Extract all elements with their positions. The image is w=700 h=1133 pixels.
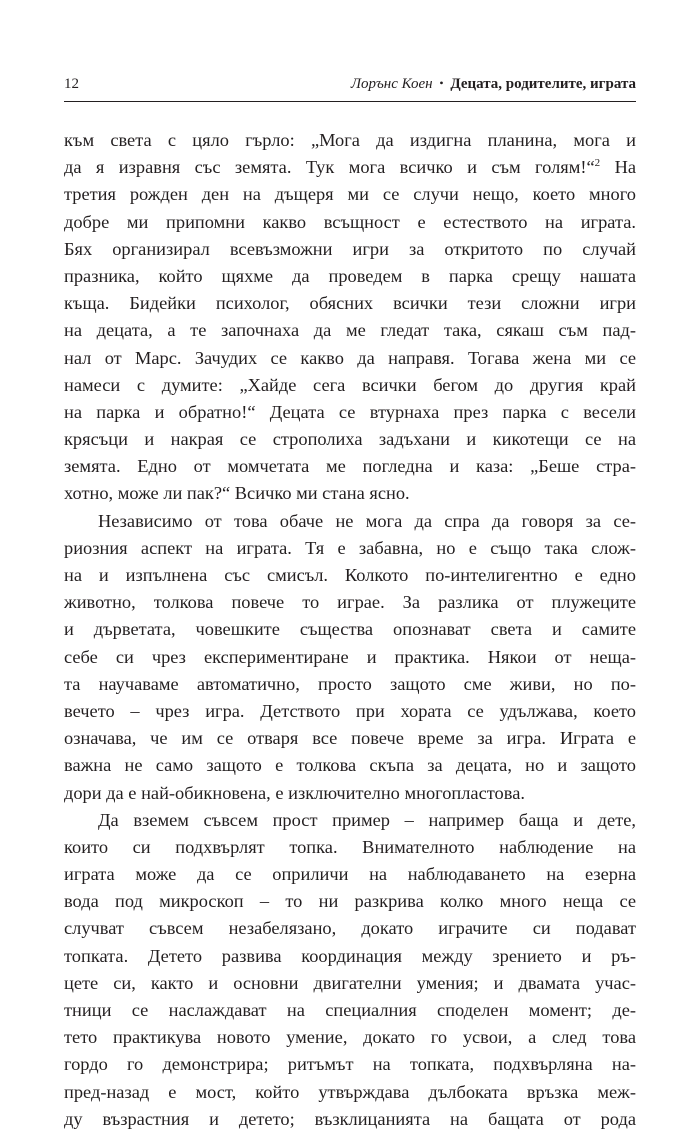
text-line: та научаваме автоматично, просто защото сме живи, но по- — [64, 673, 636, 694]
text-line: към света с цяло гърло: „Мога да издигна планина, мога и — [64, 130, 636, 150]
text-line: цете си, както и основни двигателни умения; и двамата учас- — [64, 972, 636, 993]
text-line: гордо го демонстрира; ритъмът на топката, подхвърляна на- — [64, 1054, 636, 1075]
running-head — [351, 70, 636, 98]
text-line: на децата, а те започнаха да ме гледат така, сякаш съм пад- — [64, 320, 636, 341]
text-line: третия рожден ден на дъщеря ми се случи нещо, което много — [64, 184, 636, 205]
text-line: животно, толкова повече то играе. За разлика от плужеците — [64, 592, 636, 613]
text-line — [64, 154, 636, 181]
paragraph-1 — [64, 127, 636, 508]
text-line-segment: да я изравня със земята. Тук мога всичко и съм голям!“ — [64, 157, 595, 178]
text-line: празника, който щяхме да проведем в парка срещу нашата — [64, 265, 636, 286]
text-line: пред-назад е мост, който утвърждава дълбоката връзка меж- — [64, 1081, 636, 1102]
text-line: ду възрастния и детето; възклицанията на бащата от рода — [64, 1108, 636, 1129]
text-line: на парка и обратно!“ Децата се втурнаха през парка с весели — [64, 401, 636, 422]
page-number: 12 — [64, 76, 79, 92]
paragraph-2 — [64, 508, 636, 807]
paragraph-3 — [64, 807, 636, 1133]
text-line: крясъци и накрая се строполиха задъхани и кикотещи се на — [64, 429, 636, 450]
header-rule — [64, 101, 636, 102]
text-line: тето практикува новото умение, докато го усвои, а след това — [64, 1027, 636, 1048]
text-line: земята. Едно от момчетата ме погледна и каза: „Беше стра- — [64, 456, 636, 477]
text-line: означава, че им се отваря все повече време за игра. Играта е — [64, 728, 636, 749]
text-line: които си подхвърлят топка. Внимателното наблюдение на — [64, 836, 636, 857]
text-line: тници се наслаждават на специалния споделен момент; де- — [64, 1000, 636, 1020]
text-line: намеси с думите: „Хайде сега всички бегом до другия край — [64, 374, 636, 395]
text-line: вечето – чрез игра. Детството при хората се удължава, което — [64, 700, 636, 721]
text-line: важна не само защото е толкова скъпа за децата, но и защото — [64, 755, 636, 776]
text-line-segment: На — [600, 157, 637, 178]
text-line: Да вземем съвсем прост пример – например баща и дете, — [98, 809, 636, 830]
text-line: Независимо от това обаче не мога да спра да говоря за се- — [98, 510, 636, 531]
text-line: дори да е най-обикновена, е изключително многопластова. — [64, 782, 525, 803]
author-name: Лорънс Коен — [350, 76, 433, 92]
text-line: къща. Бидейки психолог, обясних всички тези сложни игри — [64, 293, 636, 314]
text-line: и дърветата, човешките същества опознават света и самите — [64, 619, 636, 640]
bullet-separator: • — [439, 76, 444, 90]
text-line: добре ми припомни какво всъщност е естеството на играта. — [64, 211, 636, 232]
text-line: Бях организирал всевъзможни игри за откритото по случай — [64, 238, 636, 259]
running-header — [64, 70, 636, 98]
footnote-marker: 2 — [594, 157, 601, 170]
text-line: хотно, може ли пак?“ Всичко ми стана ясно. — [64, 483, 410, 504]
text-line: играта може да се оприличи на наблюдаването на езерна — [64, 864, 636, 885]
text-line: топката. Детето развива координация между зрението и ръ- — [64, 945, 636, 966]
book-title: Децата, родителите, играта — [450, 76, 636, 92]
text-line: нал от Марс. Зачудих се какво да направя. Тогава жена ми се — [64, 347, 636, 368]
text-line: случват съвсем незабелязано, докато играчите си подават — [64, 918, 636, 939]
text-line: риозния аспект на играта. Тя е забавна, но е също така слож- — [64, 537, 636, 558]
body-text — [64, 127, 636, 1133]
text-line: на и изпълнена със смисъл. Колкото по-интелигентно е едно — [64, 565, 636, 585]
text-line: себе си чрез експериментиране и практика. Някои от неща- — [64, 646, 636, 667]
text-line: вода под микроскоп – то ни разкрива колко много неща се — [64, 891, 636, 912]
